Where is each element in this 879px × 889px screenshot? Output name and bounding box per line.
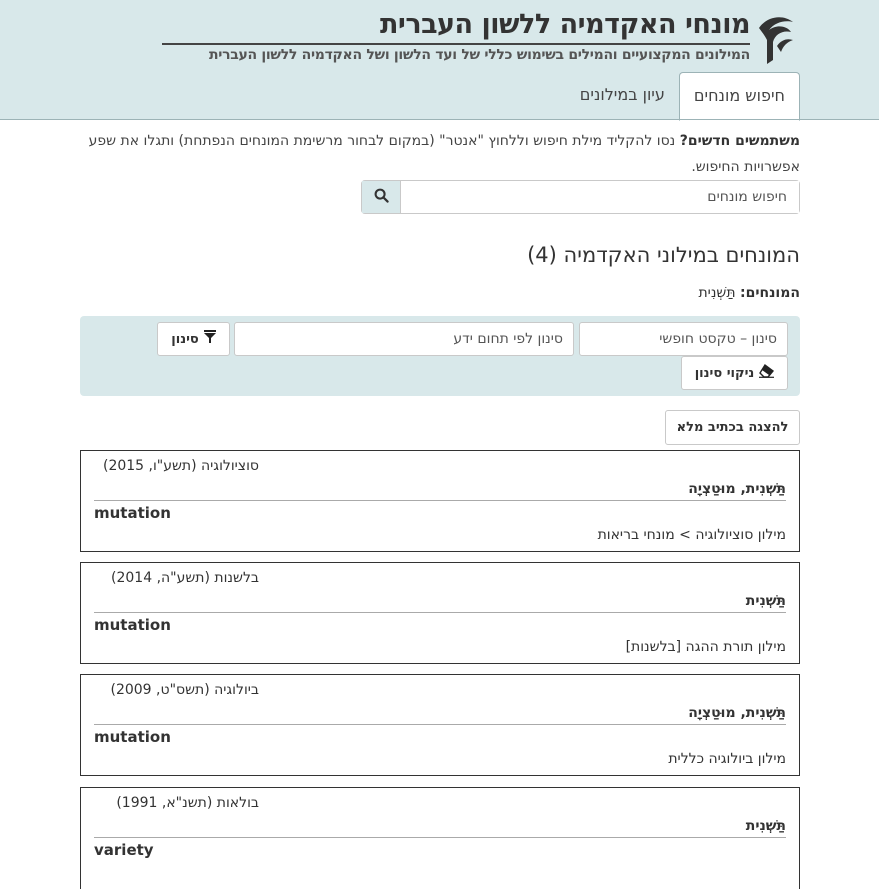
filter-panel xyxy=(80,316,800,396)
card-hebrew-term: תַּשְׁנִית xyxy=(745,593,786,609)
clear-filter-button[interactable] xyxy=(681,356,788,390)
tabs-baseline xyxy=(0,119,879,120)
card-dictionary xyxy=(598,527,786,543)
full-script-button[interactable]: להצגה בכתיב מלא xyxy=(665,410,800,445)
filter-button-label: סינון xyxy=(171,331,199,347)
card-hebrew-term: תַּשְׁנִית xyxy=(745,818,786,834)
card-divider xyxy=(94,724,786,725)
card-hebrew-term: תַּשְׁנִית, מוּטַצְיָה xyxy=(688,481,786,497)
new-users-label: משתמשים חדשים? xyxy=(679,133,800,149)
card-dictionary-link[interactable]: מילון סוציולוגיה > מונחי בריאות xyxy=(597,527,786,543)
new-users-hint xyxy=(80,128,800,180)
free-text-filter-input[interactable] xyxy=(579,322,788,356)
results-title: המונחים במילוני האקדמיה (4) xyxy=(527,243,800,267)
terms-summary xyxy=(698,285,800,301)
result-card xyxy=(80,562,800,664)
site-subtitle: המילונים המקצועיים והמילים בשימוש כללי של ועד הלשון ושל האקדמיה ללשון העברית xyxy=(209,47,750,63)
card-english-term: variety xyxy=(94,841,154,859)
card-dictionary-link[interactable]: מילון תורת ההגה [בלשנות] xyxy=(625,639,786,655)
card-hebrew-term: תַּשְׁנִית, מוּטַצְיָה xyxy=(688,705,786,721)
filter-icon xyxy=(204,330,216,348)
search-icon xyxy=(374,188,389,206)
title-divider xyxy=(162,43,750,45)
term-search-box xyxy=(361,180,800,214)
card-dictionary-link[interactable]: מילון ביולוגיה כללית xyxy=(668,751,786,767)
result-card xyxy=(80,674,800,776)
eraser-icon xyxy=(759,364,774,382)
tab-browse-dictionaries[interactable]: עיון במילונים xyxy=(579,85,665,104)
card-english-term: mutation xyxy=(94,504,171,522)
card-divider xyxy=(94,500,786,501)
card-english-term: mutation xyxy=(94,616,171,634)
main-tabs xyxy=(566,72,800,120)
terms-value: תַּשְׁנִית xyxy=(698,285,736,301)
site-title[interactable]: מונחי האקדמיה ללשון העברית xyxy=(379,9,750,40)
result-card xyxy=(80,787,800,889)
terms-label: המונחים: xyxy=(740,285,800,301)
card-field: ביולוגיה (תשס"ט, 2009) xyxy=(110,682,259,698)
card-field: בולאות (תשנ"א, 1991) xyxy=(116,795,259,811)
filter-button[interactable] xyxy=(157,322,230,356)
card-dictionary xyxy=(626,639,786,655)
new-users-text: נסו להקליד מילת חיפוש וללחוץ "אנטר" (במקום לבחור מרשימת המונחים הנפתחת) ותגלו את שפע אפשרויות החיפוש. xyxy=(88,133,800,175)
card-dictionary xyxy=(668,751,786,767)
academy-logo-icon[interactable] xyxy=(753,10,797,66)
card-divider xyxy=(94,612,786,613)
card-field: בלשנות (תשע"ה, 2014) xyxy=(111,570,259,586)
site-brand[interactable] xyxy=(157,7,797,69)
clear-filter-label: ניקוי סינון xyxy=(694,365,755,381)
term-search-input[interactable] xyxy=(401,181,799,213)
search-button[interactable] xyxy=(362,181,401,213)
result-card xyxy=(80,450,800,552)
card-field: סוציולוגיה (תשע"ו, 2015) xyxy=(102,458,259,474)
field-filter-input[interactable] xyxy=(234,322,574,356)
card-divider xyxy=(94,837,786,838)
site-header xyxy=(0,0,879,120)
tab-term-search[interactable]: חיפוש מונחים xyxy=(679,72,800,121)
card-english-term: mutation xyxy=(94,728,171,746)
